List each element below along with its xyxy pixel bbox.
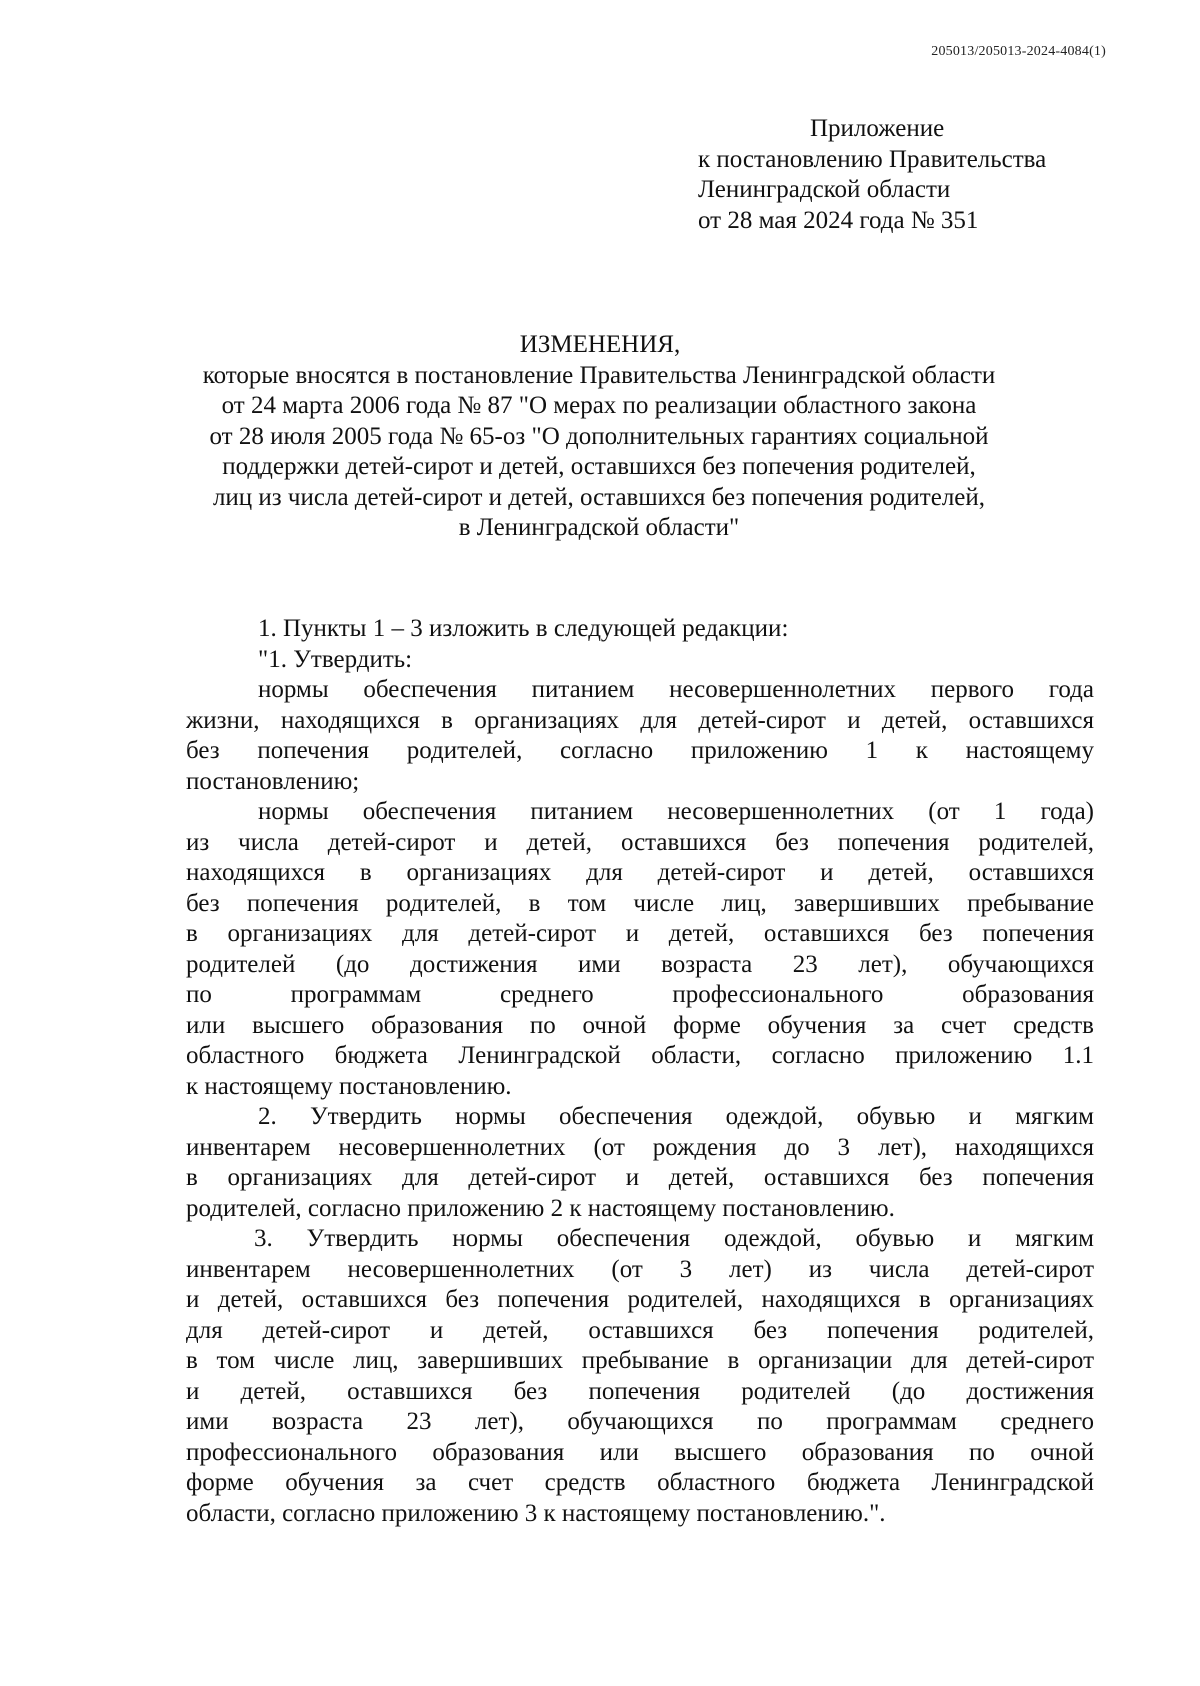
title-line: поддержки детей-сирот и детей, оставшихся без попечения родителей, xyxy=(222,453,976,480)
body-line: по программам среднего профессионального образования xyxy=(186,981,1094,1008)
body-line: постановлению; xyxy=(186,767,360,795)
title-line: от 24 марта 2006 года № 87 "О мерах по реализации областного закона xyxy=(221,392,977,419)
title-line: в Ленинградской области" xyxy=(458,514,740,541)
body-line: к настоящему постановлению. xyxy=(186,1072,512,1100)
appendix-block xyxy=(698,114,1046,236)
body-line: в организациях для детей-сирот и детей, оставшихся без попечения xyxy=(186,1164,1094,1191)
body-line: ими возраста 23 лет), обучающихся по программам среднего xyxy=(186,1408,1094,1435)
body-line: в организациях для детей-сирот и детей, оставшихся без попечения xyxy=(186,920,1094,947)
title-line: лиц из числа детей-сирот и детей, оставшихся без попечения родителей, xyxy=(212,483,986,511)
body-line: 1. Пункты 1 – 3 изложить в следующей редакции: xyxy=(258,615,789,642)
body-line: нормы обеспечения питанием несовершеннолетних (от 1 года) xyxy=(258,798,1094,825)
body-line: форме обучения за счет средств областного бюджета Ленинградской xyxy=(186,1469,1094,1496)
body-line: и детей, оставшихся без попечения родителей (до достижения xyxy=(186,1377,1094,1405)
document-id: 205013/205013-2024-4084(1) xyxy=(931,44,1106,59)
body-line: 2. Утвердить нормы обеспечения одеждой, обувью и мягким xyxy=(258,1103,1094,1130)
appendix-line: к постановлению Правительства xyxy=(698,145,1047,173)
body-line: нормы обеспечения питанием несовершеннолетних первого года xyxy=(258,676,1094,703)
body-line: инвентарем несовершеннолетних (от рождения до 3 лет), находящихся xyxy=(186,1133,1094,1161)
document-body xyxy=(186,614,1094,1529)
body-line: области, согласно приложению 3 к настоящему постановлению.". xyxy=(186,1499,886,1527)
appendix-line: от 28 мая 2024 года № 351 xyxy=(698,206,979,234)
body-line: для детей-сирот и детей, оставшихся без попечения родителей, xyxy=(186,1316,1094,1344)
title-heading: ИЗМЕНЕНИЯ, xyxy=(519,331,681,358)
appendix-line: Ленинградской области xyxy=(698,176,951,203)
body-line: и детей, оставшихся без попечения родителей, находящихся в организациях xyxy=(186,1286,1094,1313)
body-line: в том числе лиц, завершивших пребывание в организации для детей-сирот xyxy=(186,1347,1094,1374)
body-line: из числа детей-сирот и детей, оставшихся без попечения родителей, xyxy=(186,828,1094,856)
body-line: без попечения родителей, в том числе лиц, завершивших пребывание xyxy=(186,889,1094,917)
body-line: родителей, согласно приложению 2 к настоящему постановлению. xyxy=(186,1194,895,1222)
title-line: от 28 июля 2005 года № 65-оз "О дополнительных гарантиях социальной xyxy=(209,422,989,450)
body-line: областного бюджета Ленинградской области, согласно приложению 1.1 xyxy=(186,1042,1094,1069)
title-line: которые вносятся в постановление Правительства Ленинградской области xyxy=(202,361,996,389)
body-line: без попечения родителей, согласно приложению 1 к настоящему xyxy=(186,737,1094,764)
body-line: родителей (до достижения ими возраста 23 лет), обучающихся xyxy=(186,950,1094,978)
body-line: инвентарем несовершеннолетних (от 3 лет) из числа детей-сирот xyxy=(186,1255,1094,1283)
body-line: профессионального образования или высшего образования по очной xyxy=(186,1438,1094,1466)
body-line: 3. Утвердить нормы обеспечения одеждой, обувью и мягким xyxy=(254,1225,1094,1252)
document-title xyxy=(180,330,1018,544)
body-line: находящихся в организациях для детей-сирот и детей, оставшихся xyxy=(186,859,1094,886)
body-line: "1. Утвердить: xyxy=(258,645,413,673)
body-line: или высшего образования по очной форме обучения за счет средств xyxy=(186,1011,1094,1039)
appendix-line: Приложение xyxy=(810,115,945,142)
body-line: жизни, находящихся в организациях для детей-сирот и детей, оставшихся xyxy=(186,706,1094,734)
